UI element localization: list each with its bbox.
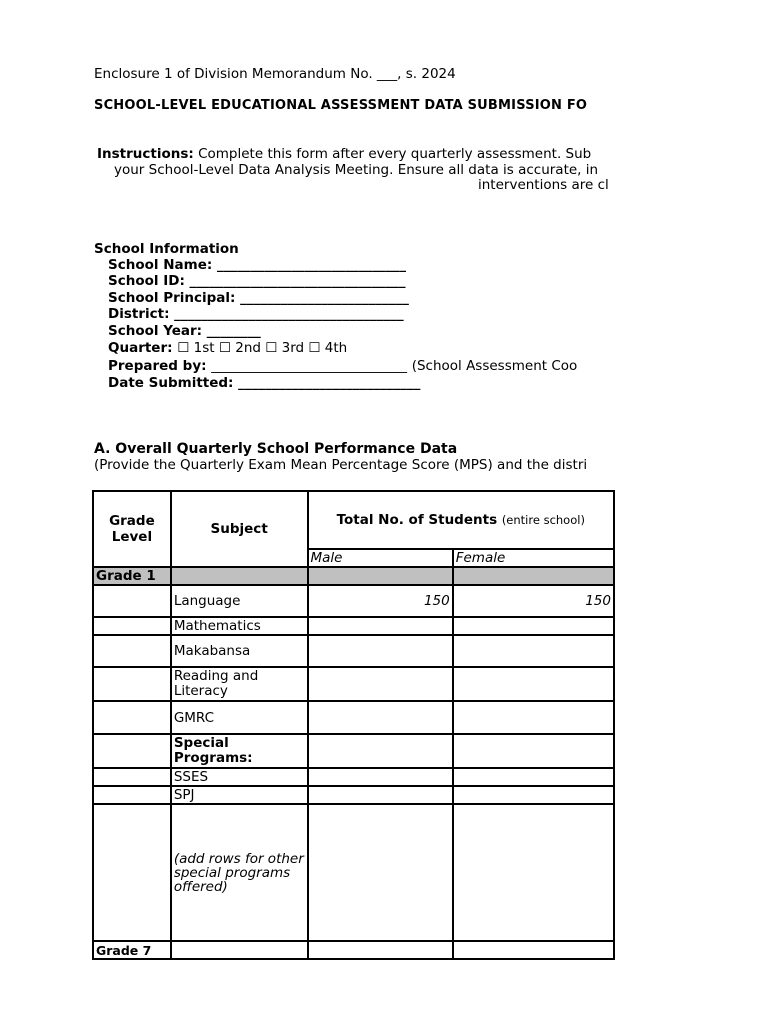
subject-cell [171, 941, 308, 959]
grade-1-row [93, 567, 614, 585]
form-title: SCHOOL-LEVEL EDUCATIONAL ASSESSMENT DATA SUBMISSION FO [94, 98, 588, 113]
table-row [93, 804, 614, 941]
table-row [93, 635, 614, 667]
special-programs-label: Special Programs: [171, 734, 308, 768]
grade-1-subject-cell [171, 567, 308, 585]
instructions-line-3: interventions are cl [478, 177, 609, 193]
grade-cell [93, 635, 171, 667]
male-count-cell[interactable] [308, 617, 453, 635]
female-count-cell[interactable] [453, 786, 614, 804]
subject-cell: SPJ [171, 786, 308, 804]
female-count-cell[interactable] [453, 734, 614, 768]
total-students-header [308, 491, 615, 549]
subject-cell: Reading and Literacy [171, 667, 308, 701]
total-students-label: Total No. of Students [336, 512, 498, 528]
table-row [93, 617, 614, 635]
table-row [93, 786, 614, 804]
quarter-field [108, 340, 347, 356]
grade-cell [93, 585, 171, 617]
male-count-cell[interactable] [308, 701, 453, 734]
grade-level-header: Grade Level [93, 491, 171, 567]
male-count-cell[interactable] [308, 667, 453, 701]
school-id-field: School ID: ________________________________ [108, 273, 406, 289]
male-count-cell[interactable] [308, 768, 453, 786]
female-count-cell[interactable] [453, 617, 614, 635]
subject-cell: Language [171, 585, 308, 617]
grade-cell [93, 617, 171, 635]
female-count-cell[interactable] [453, 701, 614, 734]
male-count-cell[interactable] [308, 635, 453, 667]
subject-cell: SSES [171, 768, 308, 786]
school-year-field: School Year: ________ [108, 323, 261, 339]
prepared-by-label: Prepared by: [108, 358, 207, 374]
table-header-row [93, 491, 614, 549]
instructions-label: Instructions: [97, 146, 194, 162]
female-header: Female [453, 549, 614, 567]
total-students-note: (entire school) [501, 513, 585, 527]
female-count-cell[interactable] [453, 941, 614, 959]
male-count-cell[interactable] [308, 786, 453, 804]
female-count-cell[interactable]: 150 [453, 585, 614, 617]
female-count-cell[interactable] [453, 667, 614, 701]
table-row [93, 768, 614, 786]
section-a-title: A. Overall Quarterly School Performance Data [94, 441, 458, 457]
grade-cell [93, 786, 171, 804]
female-count-cell[interactable] [453, 804, 614, 941]
prepared-by-role: (School Assessment Coo [411, 358, 578, 374]
school-name-field: School Name: ____________________________ [108, 257, 406, 273]
male-count-cell[interactable]: 150 [308, 585, 453, 617]
grade-7-label: Grade 7 [93, 941, 171, 959]
quarter-checkboxes[interactable]: ☐ 1st ☐ 2nd ☐ 3rd ☐ 4th [177, 340, 348, 356]
grade-cell [93, 701, 171, 734]
grade-1-label: Grade 1 [93, 567, 171, 585]
district-field: District: __________________________________ [108, 306, 404, 322]
table-row [93, 667, 614, 701]
grade-7-row [93, 941, 614, 959]
school-principal-field: School Principal: _________________________ [108, 290, 409, 306]
grade-cell [93, 804, 171, 941]
table-row [93, 585, 614, 617]
date-submitted-field: Date Submitted: ___________________________ [108, 375, 421, 391]
male-count-cell[interactable] [308, 734, 453, 768]
quarter-label: Quarter: [108, 340, 173, 356]
table-row [93, 734, 614, 768]
add-rows-note: (add rows for other special programs offered) [171, 804, 308, 941]
female-count-cell[interactable] [453, 635, 614, 667]
male-header: Male [308, 549, 453, 567]
section-a-subtitle: (Provide the Quarterly Exam Mean Percentage Score (MPS) and the distri [94, 457, 588, 473]
enclosure-line: Enclosure 1 of Division Memorandum No. ___, s. 2024 [94, 66, 456, 82]
male-count-cell[interactable] [308, 941, 453, 959]
grade-1-male-cell [308, 567, 453, 585]
subject-cell: Makabansa [171, 635, 308, 667]
performance-table [92, 490, 615, 960]
table-row [93, 701, 614, 734]
male-count-cell[interactable] [308, 804, 453, 941]
instructions-text-1: Complete this form after every quarterly assessment. Sub [198, 146, 592, 162]
female-count-cell[interactable] [453, 768, 614, 786]
school-info-heading: School Information [94, 241, 239, 257]
subject-header: Subject [171, 491, 308, 567]
instructions-line-2: your School-Level Data Analysis Meeting. Ensure all data is accurate, in [114, 162, 599, 178]
grade-1-female-cell [453, 567, 614, 585]
instructions-line-1 [97, 146, 591, 162]
subject-cell: Mathematics [171, 617, 308, 635]
grade-cell [93, 768, 171, 786]
prepared-by-field [108, 358, 577, 374]
prepared-by-line: _____________________________ [211, 358, 407, 374]
grade-cell [93, 734, 171, 768]
grade-cell [93, 667, 171, 701]
subject-cell: GMRC [171, 701, 308, 734]
